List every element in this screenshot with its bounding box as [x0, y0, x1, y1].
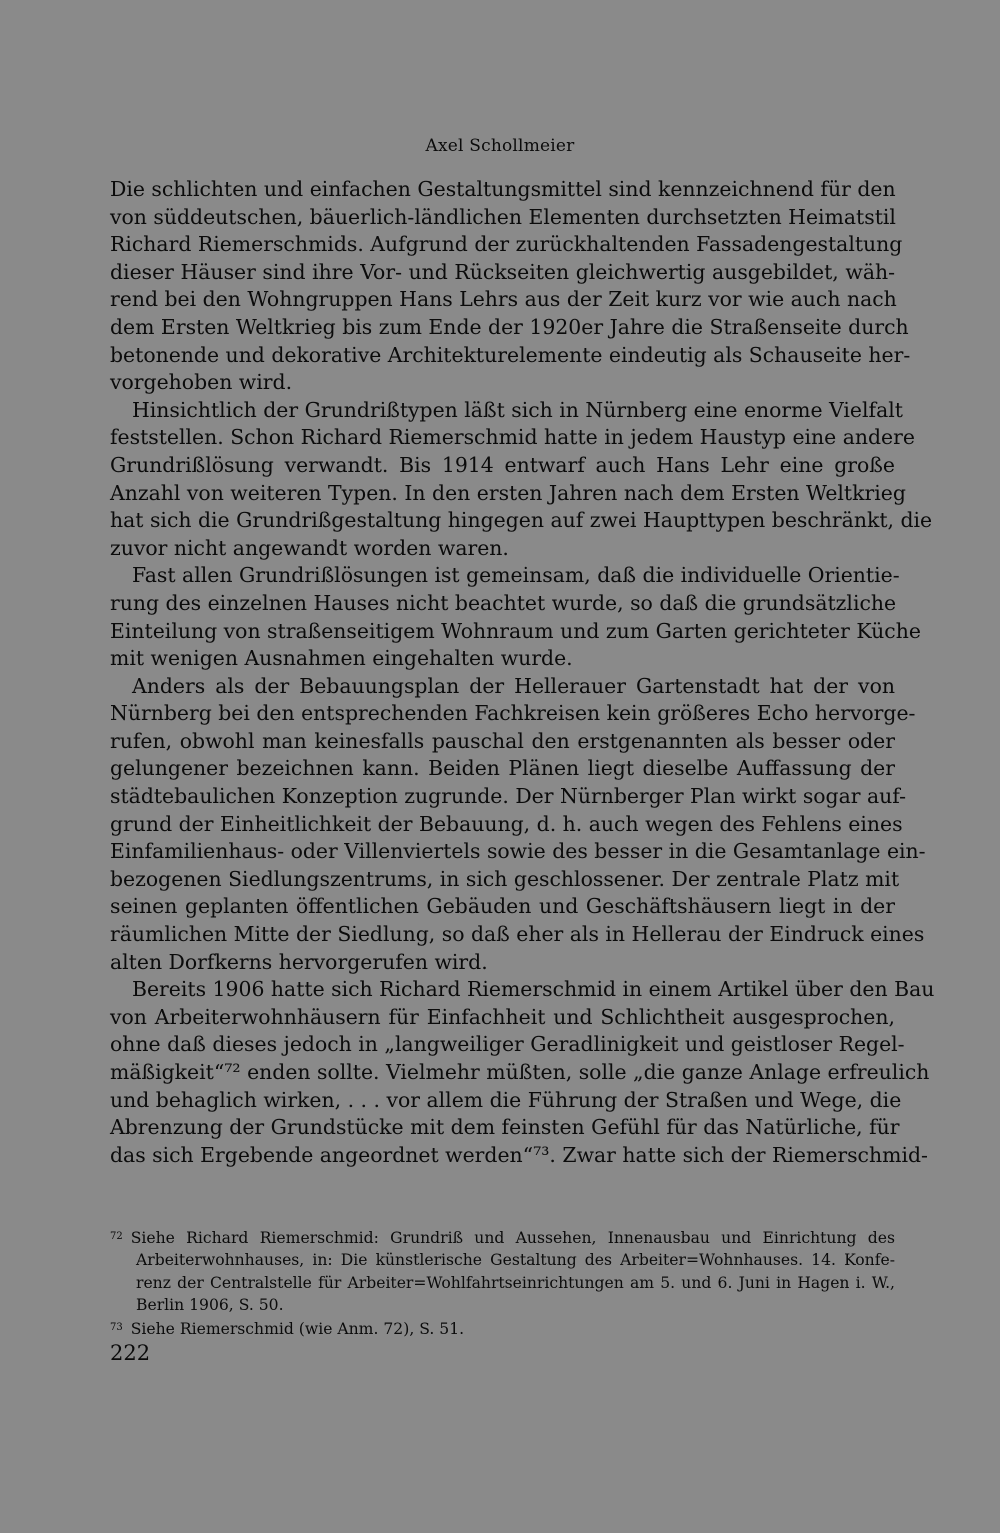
- text-line: mäßigkeit“⁷² enden sollte. Vielmehr müßten, solle „die ganze Anlage erfreulich: [110, 1060, 930, 1084]
- text-line: zuvor nicht angewandt worden waren.: [110, 535, 509, 560]
- paragraph: [110, 176, 911, 397]
- footnote-line: [110, 1226, 895, 1249]
- text-line: Anders als der Bebauungsplan der Hellerauer Gartenstadt hat der von: [132, 673, 895, 698]
- text-line: Hinsichtlich der Grundrißtypen läßt sich in Nürnberg eine enorme Vielfalt: [132, 397, 903, 422]
- paragraph: [110, 976, 935, 1169]
- page-number: 222: [110, 1341, 151, 1365]
- text-line: grund der Einheitlichkeit der Bebauung, d. h. auch wegen des Fehlens eines: [110, 811, 903, 836]
- footnote-text: Siehe Riemerschmid (wie Anm. 72), S. 51.: [130, 1319, 465, 1338]
- text-line: städtebaulichen Konzeption zugrunde. Der Nürnberger Plan wirkt sogar auf-: [110, 784, 906, 809]
- text-line: von süddeutschen, bäuerlich-ländlichen Elementen durchsetzten Heimatstil: [110, 204, 896, 229]
- text-line: von Arbeiterwohnhäusern für Einfachheit und Schlichtheit ausgesprochen,: [110, 1004, 895, 1029]
- text-line: rufen, obwohl man keinesfalls pauschal den erstgenannten als besser oder: [110, 728, 895, 753]
- text-line: Einteilung von straßenseitigem Wohnraum und zum Garten gerichteter Küche: [110, 618, 921, 643]
- text-line: Richard Riemerschmids. Aufgrund der zurückhaltenden Fassadengestaltung: [110, 232, 903, 257]
- text-line: Fast allen Grundrißlösungen ist gemeinsam, daß die individuelle Orientie-: [132, 563, 900, 588]
- footnote-mark: 72: [110, 1231, 123, 1242]
- text-line: feststellen. Schon Richard Riemerschmid hatte in jedem Haustyp eine andere: [110, 425, 915, 450]
- footnote-text: renz der Centralstelle für Arbeiter=Wohlfahrtseinrichtungen am 5. und 6. Juni in Hagen i. W.,: [136, 1273, 895, 1292]
- footnote-mark: 73: [110, 1321, 123, 1333]
- footnote-text: Arbeiterwohnhauses, in: Die künstlerische Gestaltung des Arbeiter=Wohnhauses. 14. Konfe-: [136, 1251, 895, 1270]
- footnote-line: [110, 1294, 895, 1316]
- text-line: dieser Häuser sind ihre Vor- und Rückseiten gleichwertig ausgebildet, wäh-: [110, 259, 895, 284]
- text-line: räumlichen Mitte der Siedlung, so daß eher als in Hellerau der Eindruck eines: [110, 922, 925, 947]
- text-line: Die schlichten und einfachen Gestaltungsmittel sind kennzeichnend für den: [110, 177, 896, 201]
- text-line: das sich Ergebende angeordnet werden“⁷³. Zwar hatte sich der Riemerschmid-: [110, 1142, 928, 1167]
- text-line: und behaglich wirken, . . . vor allem die Führung der Straßen und Wege, die: [110, 1087, 902, 1112]
- text-line: seinen geplanten öffentlichen Gebäuden und Geschäftshäusern liegt in der: [110, 894, 895, 919]
- footnotes: [110, 1226, 895, 1340]
- text-line: alten Dorfkerns hervorgerufen wird.: [110, 949, 488, 974]
- text-line: ohne daß dieses jedoch in „langweiliger Geradlinigkeit und geistloser Regel-: [110, 1032, 905, 1057]
- footnote: [110, 1317, 895, 1340]
- footnote-line: [110, 1317, 895, 1340]
- paragraph: [110, 397, 933, 563]
- body-text: [110, 176, 935, 1169]
- text-line: Anzahl von weiteren Typen. In den ersten Jahren nach dem Ersten Weltkrieg: [110, 480, 906, 505]
- text-line: Grundrißlösung verwandt. Bis 1914 entwarf auch Hans Lehr eine große: [110, 452, 895, 477]
- text-line: betonende und dekorative Architekturelemente eindeutig als Schauseite her-: [110, 342, 911, 367]
- footnote-text: Siehe Richard Riemerschmid: Grundriß und Aussehen, Innenausbau und Einrichtung des: [130, 1229, 895, 1247]
- running-head: Axel Schollmeier: [425, 136, 575, 156]
- text-line: bezogenen Siedlungszentrums, in sich geschlossener. Der zentrale Platz mit: [110, 866, 900, 891]
- text-line: hat sich die Grundrißgestaltung hingegen auf zwei Haupttypen beschränkt, die: [110, 508, 933, 533]
- paragraph: [110, 673, 926, 977]
- text-line: Einfamilienhaus- oder Villenviertels sowie des besser in die Gesamtanlage ein-: [110, 839, 926, 864]
- text-line: mit wenigen Ausnahmen eingehalten wurde.: [110, 646, 573, 671]
- footnote-text: Berlin 1906, S. 50.: [136, 1296, 284, 1315]
- text-line: rend bei den Wohngruppen Hans Lehrs aus der Zeit kurz vor wie auch nach: [110, 287, 897, 312]
- text-line: vorgehoben wird.: [110, 370, 293, 395]
- text-line: dem Ersten Weltkrieg bis zum Ende der 1920er Jahre die Straßenseite durch: [110, 314, 909, 339]
- text-line: Abrenzung der Grundstücke mit dem feinsten Gefühl für das Natürliche, für: [110, 1115, 900, 1140]
- text-line: gelungener bezeichnen kann. Beiden Plänen liegt dieselbe Auffassung der: [110, 756, 895, 781]
- text-line: Nürnberg bei den entsprechenden Fachkreisen kein größeres Echo hervorge-: [110, 701, 916, 726]
- text-line: rung des einzelnen Hauses nicht beachtet wurde, so daß die grundsätzliche: [110, 590, 897, 615]
- footnote-line: [110, 1272, 895, 1294]
- footnote: [110, 1226, 895, 1317]
- footnote-line: [110, 1249, 895, 1271]
- paragraph: [110, 562, 921, 672]
- text-line: Bereits 1906 hatte sich Richard Riemerschmid in einem Artikel über den Bau: [132, 977, 935, 1002]
